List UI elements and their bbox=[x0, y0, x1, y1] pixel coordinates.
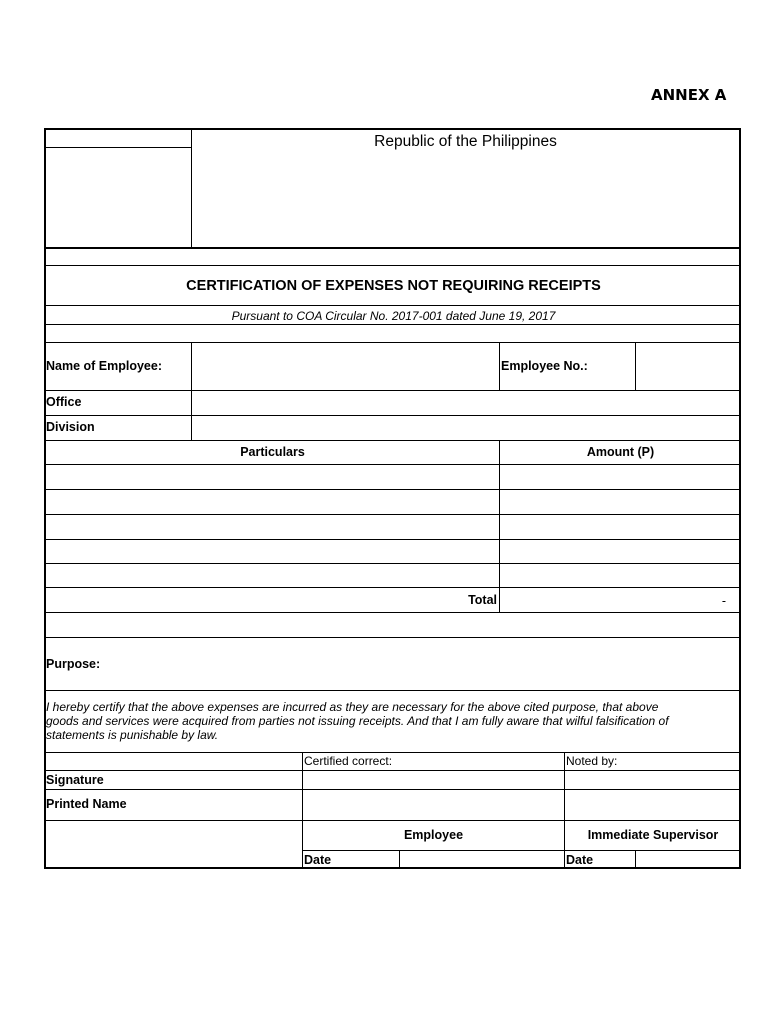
supervisor-signature-field[interactable] bbox=[565, 771, 741, 789]
amount-row-3[interactable] bbox=[500, 515, 741, 539]
employee-printed-name-field[interactable] bbox=[303, 790, 564, 820]
office-field[interactable] bbox=[192, 391, 741, 415]
amount-row-1[interactable] bbox=[500, 465, 741, 489]
employee-name-field[interactable] bbox=[192, 343, 500, 390]
employee-name-label: Name of Employee: bbox=[46, 359, 163, 373]
office-label: Office bbox=[46, 395, 82, 409]
republic-header: Republic of the Philippines bbox=[374, 133, 557, 150]
employee-date-label: Date bbox=[304, 853, 332, 867]
divider bbox=[46, 265, 741, 266]
divider bbox=[46, 612, 741, 613]
purpose-field[interactable] bbox=[106, 638, 741, 690]
annex-label: ANNEX A bbox=[651, 86, 727, 104]
header-bottom-line bbox=[46, 247, 741, 249]
particulars-row-4[interactable] bbox=[46, 540, 499, 563]
purpose-label: Purpose: bbox=[46, 657, 101, 671]
divider bbox=[46, 690, 741, 691]
amount-header: Amount (P) bbox=[586, 445, 655, 459]
employee-no-field[interactable] bbox=[636, 343, 741, 390]
divider bbox=[46, 752, 741, 753]
employee-label: Employee bbox=[403, 828, 464, 842]
employee-date-field[interactable] bbox=[400, 851, 564, 869]
certification-line-1: I hereby certify that the above expenses are incurred as they are necessary for the above cited purpose, that above bbox=[46, 700, 659, 714]
divider bbox=[46, 440, 741, 441]
particulars-header: Particulars bbox=[240, 445, 305, 459]
divider bbox=[46, 324, 741, 325]
signature-label: Signature bbox=[46, 773, 104, 787]
total-value: - bbox=[721, 594, 726, 608]
supervisor-date-label: Date bbox=[566, 853, 594, 867]
particulars-row-1[interactable] bbox=[46, 465, 499, 489]
certification-line-2: goods and services were acquired from parties not issuing receipts. And that I am fully aware that wilful falsification of bbox=[46, 714, 669, 728]
divider bbox=[46, 305, 741, 306]
amount-row-4[interactable] bbox=[500, 540, 741, 563]
particulars-row-3[interactable] bbox=[46, 515, 499, 539]
amount-row-2[interactable] bbox=[500, 490, 741, 514]
divider bbox=[46, 820, 741, 821]
divider bbox=[499, 342, 500, 390]
divider bbox=[46, 587, 741, 588]
employee-no-label: Employee No.: bbox=[501, 359, 588, 373]
supervisor-label: Immediate Supervisor bbox=[587, 828, 719, 842]
certified-correct-label: Certified correct: bbox=[304, 754, 393, 768]
certification-form bbox=[44, 128, 741, 869]
division-field[interactable] bbox=[192, 416, 741, 440]
logo-box-top-line bbox=[46, 147, 192, 148]
amount-row-5[interactable] bbox=[500, 564, 741, 587]
employee-signature-field[interactable] bbox=[303, 771, 564, 789]
particulars-row-2[interactable] bbox=[46, 490, 499, 514]
form-title: CERTIFICATION OF EXPENSES NOT REQUIRING RECEIPTS bbox=[186, 278, 601, 294]
particulars-row-5[interactable] bbox=[46, 564, 499, 587]
noted-by-label: Noted by: bbox=[566, 754, 618, 768]
printed-name-label: Printed Name bbox=[46, 797, 127, 811]
supervisor-printed-name-field[interactable] bbox=[565, 790, 741, 820]
form-subtitle: Pursuant to COA Circular No. 2017-001 dated June 19, 2017 bbox=[231, 309, 556, 323]
division-label: Division bbox=[46, 420, 95, 434]
certification-line-3: statements is punishable by law. bbox=[46, 728, 219, 742]
total-label: Total bbox=[468, 593, 497, 607]
supervisor-date-field[interactable] bbox=[636, 851, 741, 869]
